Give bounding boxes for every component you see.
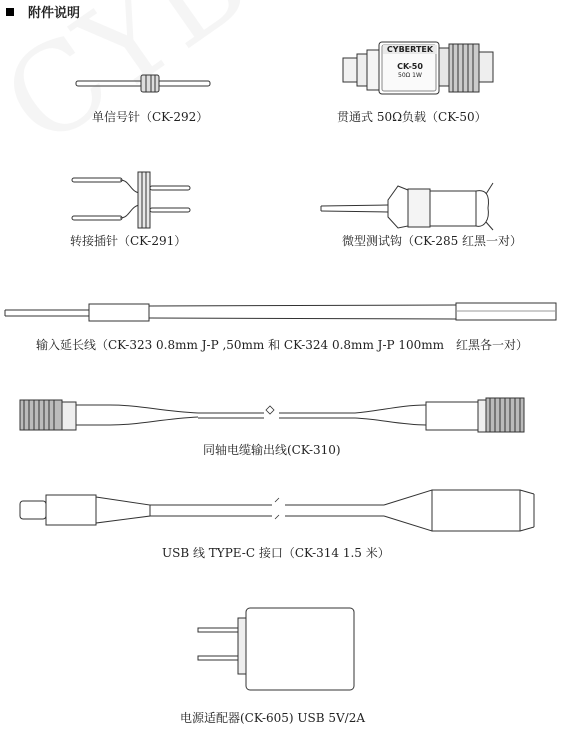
device-model-label: CK-50 [397, 62, 423, 71]
usb-cable-illustration [20, 490, 534, 531]
test-hook-illustration [321, 183, 493, 230]
caption-ck292: 单信号针（CK-292） [92, 110, 209, 124]
single-pin-illustration [76, 75, 210, 92]
caption-ck285: 微型测试钩（CK-285 红黑一对） [342, 234, 523, 248]
caption-ck310: 同轴电缆输出线(CK-310) [203, 443, 341, 457]
section-title: 附件说明 [28, 6, 81, 21]
coax-cable-illustration [20, 398, 524, 432]
device-rating-label: 50Ω 1W [398, 72, 422, 79]
extension-wire-illustration [5, 303, 556, 321]
caption-ck291: 转接插针（CK-291） [70, 234, 187, 248]
adapter-pin-illustration [72, 172, 190, 228]
caption-ck314: USB 线 TYPE-C 接口（CK-314 1.5 米） [162, 546, 390, 560]
device-brand-label: CYBERTEK [383, 45, 437, 54]
caption-ck50: 贯通式 50Ω负载（CK-50） [337, 110, 487, 124]
caption-ck605: 电源适配器(CK-605) USB 5V/2A [180, 711, 366, 725]
caption-ck323: 输入延长线（CK-323 0.8mm J-P ,50mm 和 CK-324 0.8mm J-P 100mm 红黑各一对） [36, 338, 529, 352]
power-adapter-illustration [198, 608, 354, 690]
